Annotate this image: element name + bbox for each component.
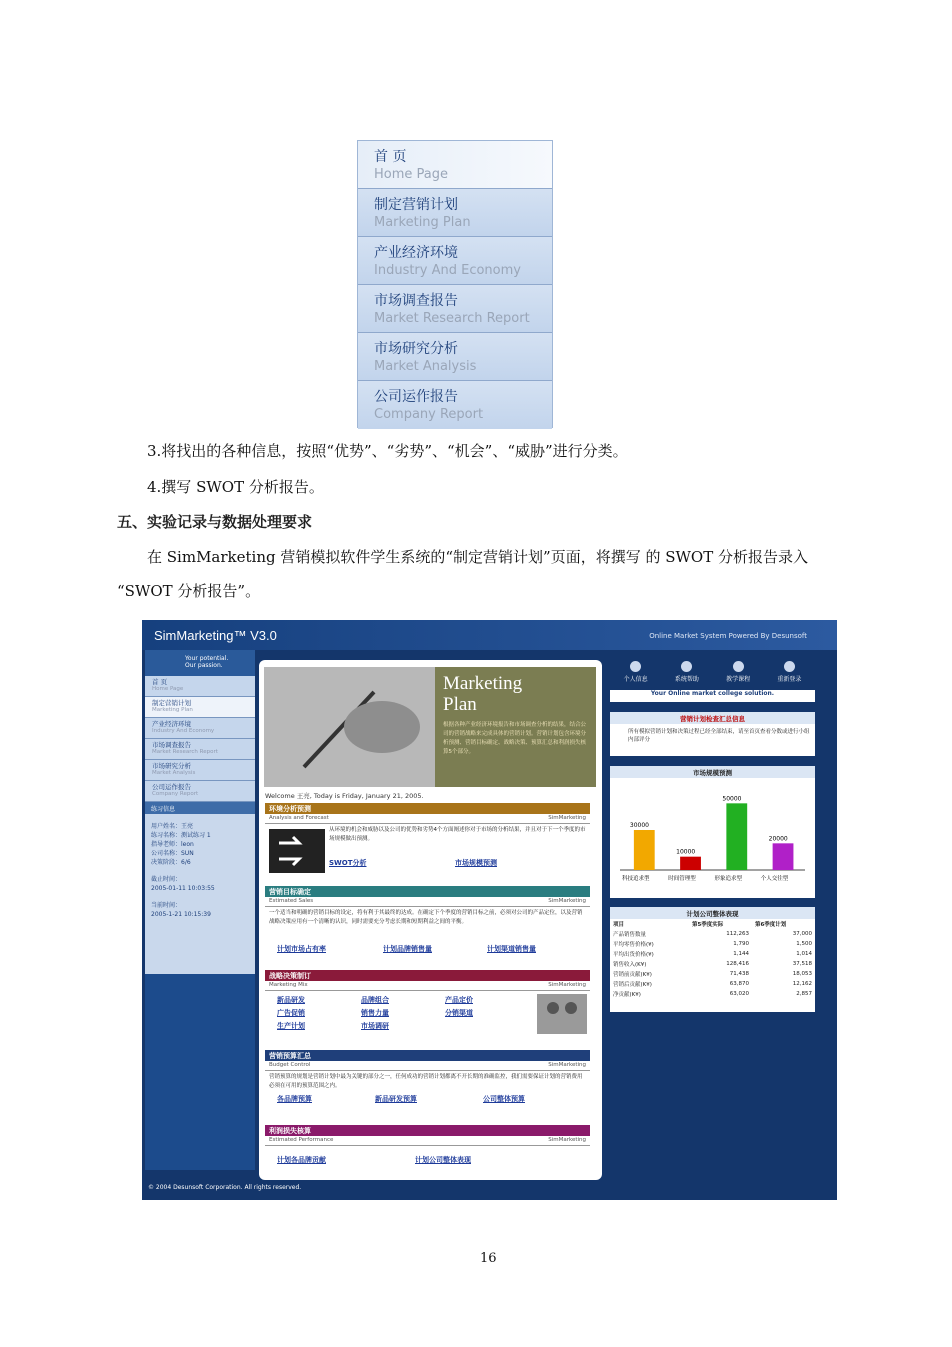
section-profit <box>265 1125 590 1175</box>
bar <box>726 803 747 870</box>
plan-channel-sales-link[interactable]: 计划渠道销售量 <box>487 945 536 953</box>
welcome-text: Welcome 王亮, Today is Friday, January 21, 2005. <box>265 792 424 800</box>
sidebar-label: 首 页 <box>152 678 168 686</box>
section-title: 战略决策制订 <box>265 970 590 981</box>
sidebar-item-analysis[interactable] <box>145 760 255 781</box>
new-product-link[interactable]: 新品研发 <box>277 996 305 1004</box>
toolbar-icons <box>610 660 815 688</box>
section-text: 营销预算的规划是营销计划中最为关键的部分之一，任何成功的营销计划都离不开长期的准确监控，我们需要保证计划的营销费用必须在可用的预算范围之内。 <box>269 1074 583 1089</box>
sidebar-label: 市场调查报告 <box>152 741 191 749</box>
tick-label: 形象追求型 <box>714 876 743 882</box>
hero-text <box>435 667 596 787</box>
simmarketing-screenshot <box>142 620 837 1200</box>
profile-button[interactable] <box>616 660 656 688</box>
menu-sublabel: Marketing Plan <box>374 215 471 230</box>
section-subtitle <box>265 981 590 991</box>
arrows-icon <box>269 829 325 873</box>
section-title: 利润损失核算 <box>265 1125 590 1136</box>
market-size-chart <box>610 778 815 896</box>
icon-label: 教学课程 <box>726 676 751 683</box>
sidebar <box>145 650 255 1170</box>
section-subtitle <box>265 1061 590 1071</box>
table-cell: 63,870 <box>729 981 749 987</box>
section-strategy <box>265 970 590 1042</box>
sidebar-label: 产业经济环境 <box>152 720 191 728</box>
brand-portfolio-link[interactable]: 品牌组合 <box>361 996 389 1004</box>
section-title: 环境分析预测 <box>265 803 590 814</box>
hero-banner <box>264 667 596 787</box>
menu-label: 制定营销计划 <box>374 197 458 213</box>
icon-label: 系统帮助 <box>674 676 699 683</box>
perf-title: 计划公司整体表现 <box>610 907 815 919</box>
section-subtitle <box>265 814 590 824</box>
table-cell: 平均出货价格(¥) <box>613 952 654 958</box>
tick-label: 科技追求型 <box>622 876 650 882</box>
table-cell: 37,000 <box>792 931 812 937</box>
practice-header: 练习信息 <box>145 802 255 814</box>
table-row <box>610 979 815 989</box>
table-row <box>610 949 815 959</box>
table-row <box>610 939 815 949</box>
section-brand: SimMarketing <box>548 1062 586 1068</box>
production-plan-link[interactable]: 生产计划 <box>277 1022 305 1030</box>
check-text: 所有模拟营销计划和决策过程已经全部结束，请至首页查看分数或进行小组内部评分 <box>628 729 810 743</box>
sidebar-item-research[interactable] <box>145 739 255 760</box>
table-cell: 产品销售数量 <box>613 932 647 938</box>
practice-teacher: 指导老师：leon <box>151 841 194 848</box>
section-brand: SimMarketing <box>548 1137 586 1143</box>
table-cell: 71,438 <box>729 971 749 977</box>
relogin-button[interactable] <box>769 660 809 688</box>
brand-budget-link[interactable]: 各品牌预算 <box>277 1095 312 1103</box>
course-icon <box>733 661 744 672</box>
sidebar-sublabel: Home Page <box>152 686 184 692</box>
table-row <box>610 959 815 969</box>
current-time-value: 2005-1-21 10:15:39 <box>151 911 211 918</box>
section-target <box>265 886 590 964</box>
slogan <box>145 650 255 676</box>
practice-stage: 决策阶段：6/6 <box>151 859 191 866</box>
table-cell: 营销后贡献(K¥) <box>613 982 652 988</box>
sidebar-sublabel: Market Analysis <box>152 770 196 776</box>
menu-sublabel: Market Analysis <box>374 359 477 374</box>
menu-sublabel: Market Research Report <box>374 311 530 326</box>
section-subtitle <box>265 897 590 907</box>
check-panel <box>610 712 815 756</box>
section-subtitle <box>265 1136 590 1146</box>
sidebar-item-company[interactable] <box>145 781 255 802</box>
menu-label: 首 页 <box>374 149 407 165</box>
market-research-link[interactable]: 市场调研 <box>361 1022 389 1030</box>
slogan-line: Your potential. <box>185 655 229 662</box>
current-time-label: 当前时间： <box>151 902 182 909</box>
hero-title-2: Plan <box>443 694 477 715</box>
relogin-icon <box>784 661 795 672</box>
page-number: 16 <box>480 1251 497 1266</box>
company-budget-link[interactable]: 公司整体预算 <box>483 1095 525 1103</box>
sidebar-label: 市场研究分析 <box>152 762 191 770</box>
people-image <box>537 994 587 1034</box>
practice-user: 用户姓名：王亮 <box>151 823 194 830</box>
sidebar-sublabel: Company Report <box>152 791 199 797</box>
menu-item-marketing-plan[interactable] <box>358 189 552 237</box>
icon-label: 重新登录 <box>777 676 802 683</box>
table-cell: 1,790 <box>733 941 749 947</box>
section-budget <box>265 1050 590 1120</box>
column-header: 项目 <box>613 922 625 928</box>
table-cell: 12,162 <box>792 981 812 987</box>
section-title: 营销预算汇总 <box>265 1050 590 1061</box>
tick-label: 个人交往型 <box>760 876 789 882</box>
section-sub-text: Analysis and Forecast <box>269 815 329 821</box>
section-brand: SimMarketing <box>548 898 586 904</box>
sidebar-sublabel: Industry And Economy <box>152 728 215 734</box>
table-cell: 2,857 <box>796 991 812 997</box>
practice-info <box>145 814 255 974</box>
deadline-label: 截止时间： <box>151 876 182 883</box>
pricing-link[interactable]: 产品定价 <box>445 996 473 1004</box>
table-cell: 18,053 <box>792 971 812 977</box>
table-cell: 平均零售价格(¥) <box>613 942 654 948</box>
column-header: 第6季度计划 <box>754 922 787 928</box>
app-logo: SimMarketing™ V3.0 <box>154 628 277 643</box>
table-cell: 1,500 <box>796 941 812 947</box>
column-header: 第5季度实际 <box>691 922 724 928</box>
rd-budget-link[interactable]: 新品研发预算 <box>375 1095 417 1103</box>
sidebar-label: 公司运作报告 <box>152 783 191 791</box>
bar <box>773 843 794 870</box>
plan-brand-sales-link[interactable]: 计划品牌销售量 <box>383 945 432 953</box>
table-row <box>610 989 815 999</box>
practice-name: 练习名称：测试练习 1 <box>151 832 211 839</box>
menu-label: 市场调查报告 <box>374 293 458 309</box>
data-label: 10000 <box>676 848 696 856</box>
tagline: Your Online market college solution. <box>610 690 815 702</box>
table-cell: 128,416 <box>726 961 749 967</box>
icon-label: 个人信息 <box>623 676 648 683</box>
course-button[interactable] <box>718 660 758 688</box>
menu-label: 产业经济环境 <box>374 245 458 261</box>
section-analysis <box>265 803 590 881</box>
hero-title: Marketing <box>443 673 523 694</box>
section-brand: SimMarketing <box>548 982 586 988</box>
menu-sublabel: Company Report <box>374 407 484 422</box>
performance-table <box>610 919 815 999</box>
table-row <box>610 969 815 979</box>
bar <box>680 857 701 870</box>
table-cell: 112,263 <box>726 931 749 937</box>
section-sub-text: Marketing Mix <box>269 982 308 988</box>
section-title: 营销目标确定 <box>265 886 590 897</box>
practice-company: 公司名称：SUN <box>151 850 194 857</box>
paragraph-line-2: “SWOT 分析报告”。 <box>117 582 261 600</box>
sales-force-link[interactable]: 销售力量 <box>361 1009 389 1017</box>
section-brand: SimMarketing <box>548 815 586 821</box>
sidebar-item-home[interactable] <box>145 676 255 697</box>
table-cell: 1,144 <box>733 951 749 957</box>
distribution-link[interactable]: 分销渠道 <box>445 1009 473 1017</box>
chart-title: 市场规模预测 <box>610 766 815 778</box>
tick-label: 时间管理型 <box>668 876 696 882</box>
table-cell: 1,014 <box>796 951 812 957</box>
menu-sublabel: Industry And Economy <box>374 263 521 278</box>
app-header <box>142 620 837 650</box>
table-cell: 63,020 <box>729 991 749 997</box>
table-header <box>610 919 815 929</box>
table-cell: 37,518 <box>792 961 812 967</box>
table-row <box>610 929 815 939</box>
menu-item-market-research[interactable] <box>358 285 552 333</box>
menu-sublabel: Home Page <box>374 167 448 182</box>
menu-item-market-analysis[interactable] <box>358 333 552 381</box>
menu-label: 公司运作报告 <box>374 389 458 405</box>
sidebar-sublabel: Market Research Report <box>152 749 218 755</box>
main-panel <box>259 660 602 1180</box>
bar <box>634 830 655 870</box>
swot-analysis-link[interactable]: SWOT分析 <box>329 859 367 867</box>
table-cell: 净贡献(K¥) <box>613 992 641 998</box>
nav-menu <box>357 140 553 428</box>
brand-contribution-link[interactable]: 计划各品牌贡献 <box>277 1156 326 1164</box>
section-heading: 五、实验记录与数据处理要求 <box>117 513 313 531</box>
section-text: 一个适当和明确的营销目标的设定，将有利于其最终的达成。在确定下个季度的营销目标之前，必须对公司的产品定位，以及营销战略决策应用有一个清晰的认识，同时需要充分考虑长期和短期利益之间的平衡。 <box>269 910 583 925</box>
section-sub-text: Estimated Performance <box>269 1137 334 1143</box>
check-title: 营销计划检查汇总信息 <box>610 712 815 724</box>
info-icon <box>630 661 641 672</box>
company-performance-link[interactable]: 计划公司整体表现 <box>415 1156 471 1164</box>
table-cell: 销售收入(K¥) <box>613 962 647 968</box>
table-cell: 营销前贡献(K¥) <box>613 972 652 978</box>
help-icon <box>681 661 692 672</box>
section-text: 从环境的机会和威胁以及公司的优势和劣势4个方面阐述你对于市场的分析结果，并且对于下一个季度的市场规模做出预测。 <box>329 827 586 842</box>
menu-item-company-report[interactable] <box>358 381 552 429</box>
sidebar-item-industry[interactable] <box>145 718 255 739</box>
section-sub-text: Estimated Sales <box>269 898 314 904</box>
footer-text: © 2004 Desunsoft Corporation. All rights reserved. <box>148 1184 302 1191</box>
menu-label: 市场研究分析 <box>374 341 458 357</box>
hero-description: 根据各种产业经济环境报告和市场调查分析的结果，结合公司的营销战略来完成具体的营销计划。营销计划包含环境分析预测、营销目标确定、战略决策、预算汇总和利润损失核算5个部分。 <box>443 722 587 755</box>
deadline-value: 2005-01-11 10:03:55 <box>151 885 215 892</box>
menu-item-industry[interactable] <box>358 237 552 285</box>
plan-market-share-link[interactable]: 计划市场占有率 <box>277 945 326 953</box>
data-label: 20000 <box>768 835 788 843</box>
sidebar-sublabel: Marketing Plan <box>152 707 193 713</box>
help-button[interactable] <box>667 660 707 688</box>
market-size-panel <box>610 766 815 898</box>
data-label: 30000 <box>629 822 649 829</box>
paragraph-line-1: 在 SimMarketing 营销模拟软件学生系统的“制定营销计划”页面，将撰写 的 SWOT 分析报告录入 <box>147 548 808 566</box>
slogan-line: Our passion. <box>185 662 223 669</box>
advertising-link[interactable]: 广告促销 <box>277 1009 305 1017</box>
sidebar-item-marketing-plan[interactable] <box>145 697 255 718</box>
performance-panel <box>610 907 815 1012</box>
sidebar-label: 制定营销计划 <box>152 699 191 707</box>
market-size-forecast-link[interactable]: 市场规模预测 <box>455 859 497 867</box>
data-label: 50000 <box>722 795 742 803</box>
section-sub-text: Budget Control <box>269 1062 311 1068</box>
powered-by: Online Market System Powered By Desunsoft <box>649 632 807 640</box>
right-panel <box>610 660 815 1180</box>
pen-hand-image <box>264 667 435 787</box>
step-3: 3.将找出的各种信息，按照“优势”、“劣势”、“机会”、“威胁”进行分类。 <box>147 442 628 460</box>
menu-item-home[interactable] <box>358 141 552 189</box>
step-4: 4.撰写 SWOT 分析报告。 <box>147 478 324 496</box>
